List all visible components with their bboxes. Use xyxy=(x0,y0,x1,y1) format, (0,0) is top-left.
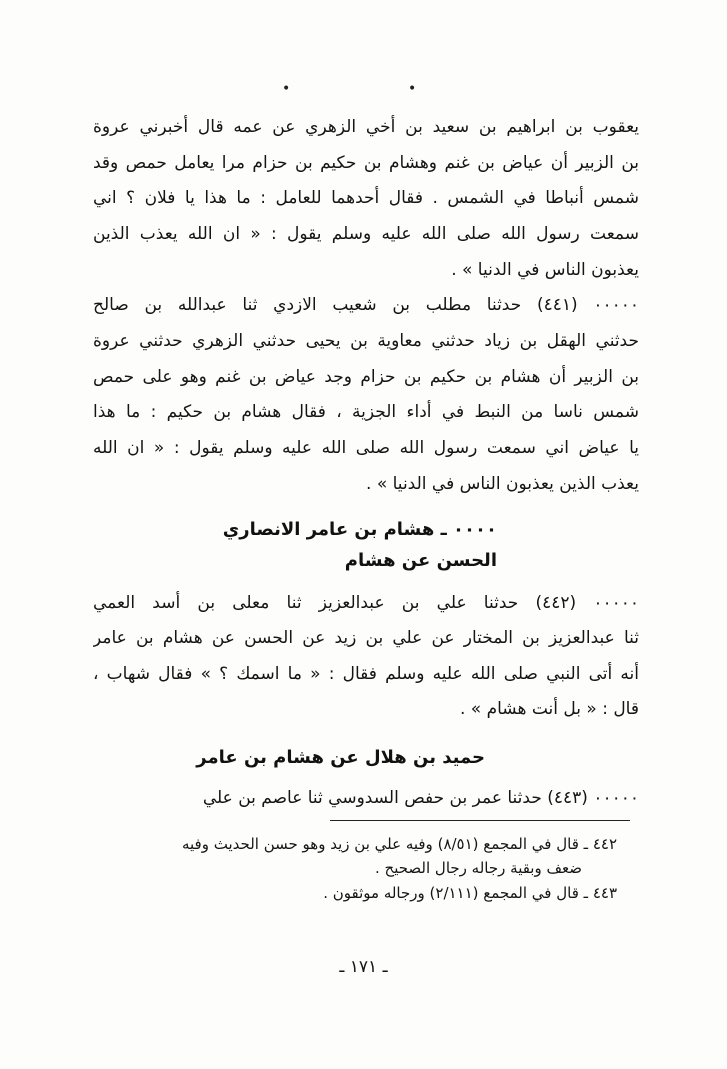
section-1-line: قال : « بل أنت هشام » . xyxy=(459,699,639,719)
footnote-line: ٤٤٢ ـ قال في المجمع (٨/٥١) وفيه علي بن زيد وهو حسن الحديث وفيه xyxy=(181,835,617,853)
paragraph-1-line: سمعت رسول الله صلى الله عليه وسلم يقول : « ان الله يعذب الذين xyxy=(93,224,639,244)
section-1-line: أنه أتى النبي صلى الله عليه وسلم فقال : « ما اسمك ؟ » فقال شهاب ، xyxy=(93,664,639,684)
footnote-divider xyxy=(330,820,630,821)
paragraph-2-line: بن الزبير أن هشام بن حكيم بن حزام وجد عياض بن غنم وهو على حمص xyxy=(93,367,639,387)
paragraph-1-line: شمس أنباطا في الشمس . فقال أحدهما للعامل : ما هذا يا فلان ؟ اني xyxy=(93,188,639,208)
header-mark: • xyxy=(282,81,291,97)
footnote-line: ضعف وبقية رجاله رجال الصحيح . xyxy=(374,859,582,877)
section-heading: ٠٠٠٠ ـ هشام بن عامر الانصاري xyxy=(222,519,497,540)
page-number: ـ ١٧١ ـ xyxy=(339,957,388,977)
paragraph-2-line: حدثني الهقل بن زياد حدثني معاوية بن يحيى حدثني الزهري حدثني عروة xyxy=(93,331,639,351)
section-heading: حميد بن هلال عن هشام بن عامر xyxy=(196,747,485,768)
paragraph-2-line: يعذب الذين يعذبون الناس في الدنيا » . xyxy=(366,474,639,494)
paragraph-1-line: بن الزبير أن عياض بن غنم وهشام بن حكيم بن حزام مرا يعامل حمص وقد xyxy=(93,153,639,173)
section-1-line: ثنا عبدالعزيز بن المختار عن علي بن زيد عن الحسن عن هشام بن عامر xyxy=(93,628,639,648)
section-2-line: ٠٠٠٠٠ (٤٤٣) حدثنا عمر بن حفص السدوسي ثنا عاصم بن علي xyxy=(202,788,639,808)
paragraph-1-line: يعذبون الناس في الدنيا » . xyxy=(451,260,639,280)
paragraph-2-line: شمس ناسا من النبط في أداء الجزية ، فقال هشام بن حكيم : ما هذا xyxy=(93,402,639,422)
section-1-line: ٠٠٠٠٠ (٤٤٢) حدثنا علي بن عبدالعزيز ثنا معلى بن أسد العمي xyxy=(93,593,639,613)
paragraph-2-line: يا عياض اني سمعت رسول الله صلى الله عليه وسلم يقول : « ان الله xyxy=(93,438,639,458)
paragraph-1-line: يعقوب بن ابراهيم بن سعيد بن أخي الزهري عن عمه قال أخبرني عروة xyxy=(93,117,639,137)
paragraph-2-line: ٠٠٠٠٠ (٤٤١) حدثنا مطلب بن شعيب الازدي ثنا عبدالله بن صالح xyxy=(93,295,639,315)
header-mark: • xyxy=(408,81,417,97)
footnote-line: ٤٤٣ ـ قال في المجمع (٢/١١١) ورجاله موثقون . xyxy=(323,884,617,902)
section-subheading: الحسن عن هشام xyxy=(344,550,497,571)
